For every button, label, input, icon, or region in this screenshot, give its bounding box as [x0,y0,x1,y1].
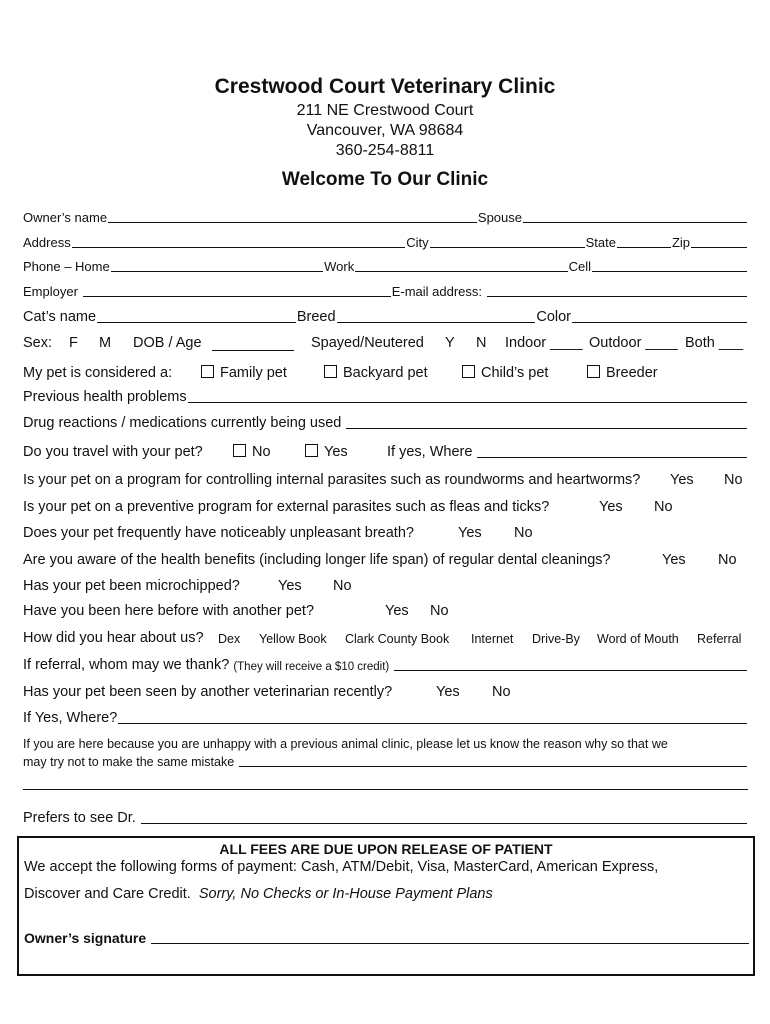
address-field[interactable] [72,235,405,248]
signature-field[interactable] [151,931,749,944]
work-label: Work [324,259,355,274]
fees-title: ALL FEES ARE DUE UPON RELEASE OF PATIENT [219,841,553,857]
checkbox-icon [305,444,318,457]
if-yes-where-label: If Yes, Where? [23,710,118,726]
checkbox-icon [587,365,600,378]
email-field[interactable] [487,284,747,297]
spayed-y-option[interactable]: Y [445,335,455,351]
unhappy-field[interactable] [239,754,747,767]
owner-row [23,210,748,225]
source-dex[interactable]: Dex [218,632,241,646]
cat-row [23,309,748,325]
spayed-n-option[interactable]: N [476,335,487,351]
checkbox-icon [462,365,475,378]
city-label: City [406,235,429,250]
sex-m-option[interactable]: M [99,335,112,351]
address-label: Address [23,235,71,250]
cell-field[interactable] [592,259,747,272]
drug-reactions-label: Drug reactions / medications currently being used [23,415,342,431]
spayed-label: Spayed/Neutered [311,335,424,351]
cats-name-field[interactable] [97,310,296,323]
dob-label: DOB / Age [133,335,202,351]
state-label: State [585,235,616,250]
external-parasites-no[interactable]: No [654,499,673,515]
sex-label: Sex: [23,335,53,351]
phone-home-field[interactable] [111,259,323,272]
breath-yes[interactable]: Yes [458,525,482,541]
welcome-title: Welcome To Our Clinic [281,169,489,190]
breath-no[interactable]: No [514,525,533,541]
source-drive-by[interactable]: Drive-By [532,632,580,646]
dob-field[interactable] [212,335,294,351]
other-vet-no[interactable]: No [492,684,511,700]
other-vet-question: Has your pet been seen by another veterinarian recently? [23,684,393,700]
hear-about-label: How did you hear about us? [23,630,204,646]
source-referral[interactable]: Referral [697,632,742,646]
referral-row [23,657,748,673]
backyard-pet-label: Backyard pet [343,365,428,381]
both-option[interactable]: Both ___ [685,335,744,351]
indoor-option[interactable]: Indoor ____ [505,335,583,351]
external-parasites-question: Is your pet on a preventive program for external parasites such as fleas and ticks? [23,499,550,515]
health-row [23,389,748,405]
internal-parasites-no[interactable]: No [724,472,743,488]
referral-field[interactable] [394,658,747,671]
if-yes-where-field[interactable] [118,711,747,724]
zip-field[interactable] [691,235,747,248]
employer-field[interactable] [83,284,391,297]
state-field[interactable] [617,235,671,248]
travel-where-label: If yes, Where [387,444,473,460]
been-here-yes[interactable]: Yes [385,603,409,619]
unhappy-extra-line[interactable] [23,789,748,790]
travel-label: Do you travel with your pet? [23,444,203,460]
phone-home-label: Phone – Home [23,259,110,274]
source-clark-county-book[interactable]: Clark County Book [345,632,450,646]
employer-row [23,284,748,299]
been-here-no[interactable]: No [430,603,449,619]
internal-parasites-question: Is your pet on a program for controlling internal parasites such as roundworms and heartworms? [23,472,641,488]
health-problems-label: Previous health problems [23,389,187,405]
breed-field[interactable] [337,310,536,323]
clinic-address-1: 211 NE Crestwood Court [296,102,474,119]
breed-label: Breed [296,309,336,325]
prefers-row [23,810,748,826]
checkbox-icon [324,365,337,378]
backyard-pet-checkbox[interactable] [324,365,428,381]
travel-where-field[interactable] [477,445,747,458]
phone-row [23,259,748,274]
considered-label: My pet is considered a: [23,365,173,381]
employer-label: Employer [23,284,78,299]
payment-policy: Sorry, No Checks or In-House Payment Plans [198,886,493,902]
cats-name-label: Cat’s name [23,309,97,325]
internal-parasites-yes[interactable]: Yes [670,472,694,488]
outdoor-option[interactable]: Outdoor ____ [589,335,678,351]
microchipped-yes[interactable]: Yes [278,578,302,594]
owners-name-field[interactable] [108,210,477,223]
dental-yes[interactable]: Yes [662,552,686,568]
payment-line-2-text: Discover and Care Credit. [24,886,191,902]
breeder-label: Breeder [606,365,658,381]
work-field[interactable] [355,259,567,272]
health-problems-field[interactable] [188,390,747,403]
unhappy-text-1: If you are here because you are unhappy with a previous animal clinic, please let us know the reason why so that we [23,737,668,751]
breath-question: Does your pet frequently have noticeably unpleasant breath? [23,525,414,541]
city-field[interactable] [430,235,585,248]
family-pet-checkbox[interactable] [201,365,287,381]
referral-note: (They will receive a $10 credit) [233,661,390,673]
spouse-field[interactable] [523,210,747,223]
referral-label: If referral, whom may we thank? [23,657,230,673]
travel-no-checkbox[interactable] [233,444,271,460]
owners-name-label: Owner’s name [23,210,108,225]
travel-yes-label: Yes [324,444,348,460]
unhappy-text-2: may try not to make the same mistake [23,755,235,769]
family-pet-label: Family pet [220,365,287,381]
source-yellow-book[interactable]: Yellow Book [259,632,327,646]
payment-line-2 [24,886,493,902]
other-vet-yes[interactable]: Yes [436,684,460,700]
address-row [23,235,748,250]
cell-label: Cell [568,259,591,274]
childs-pet-label: Child’s pet [481,365,549,381]
fees-box [17,836,755,976]
prefers-label: Prefers to see Dr. [23,810,136,826]
breeder-checkbox[interactable] [587,365,658,381]
if-yes-where-row [23,710,748,726]
dental-no[interactable]: No [718,552,737,568]
checkbox-icon [201,365,214,378]
prefers-field[interactable] [141,811,747,824]
spouse-label: Spouse [477,210,522,225]
payment-line-1: We accept the following forms of payment: Cash, ATM/Debit, Visa, MasterCard, American Express, [24,859,659,875]
microchipped-no[interactable]: No [333,578,352,594]
checkbox-icon [233,444,246,457]
been-here-question: Have you been here before with another pet? [23,603,315,619]
clinic-phone: 360-254-8811 [335,142,435,159]
color-field[interactable] [572,310,747,323]
travel-where-row [387,444,748,460]
email-label: E-mail address: [391,284,482,299]
source-internet[interactable]: Internet [471,632,514,646]
sex-f-option[interactable]: F [69,335,78,351]
microchipped-question: Has your pet been microchipped? [23,578,240,594]
drug-row [23,415,748,431]
signature-row [24,930,750,946]
unhappy-row [23,754,748,769]
clinic-name: Crestwood Court Veterinary Clinic [214,75,556,98]
childs-pet-checkbox[interactable] [462,365,548,381]
clinic-address-2: Vancouver, WA 98684 [306,122,464,139]
zip-label: Zip [671,235,690,250]
source-word-of-mouth[interactable]: Word of Mouth [597,632,679,646]
drug-reactions-field[interactable] [346,416,747,429]
signature-label: Owner’s signature [24,930,147,946]
external-parasites-yes[interactable]: Yes [599,499,623,515]
travel-no-label: No [252,444,271,460]
travel-yes-checkbox[interactable] [305,444,348,460]
dental-question: Are you aware of the health benefits (including longer life span) of regular dental cleanings? [23,552,611,568]
color-label: Color [536,309,571,325]
